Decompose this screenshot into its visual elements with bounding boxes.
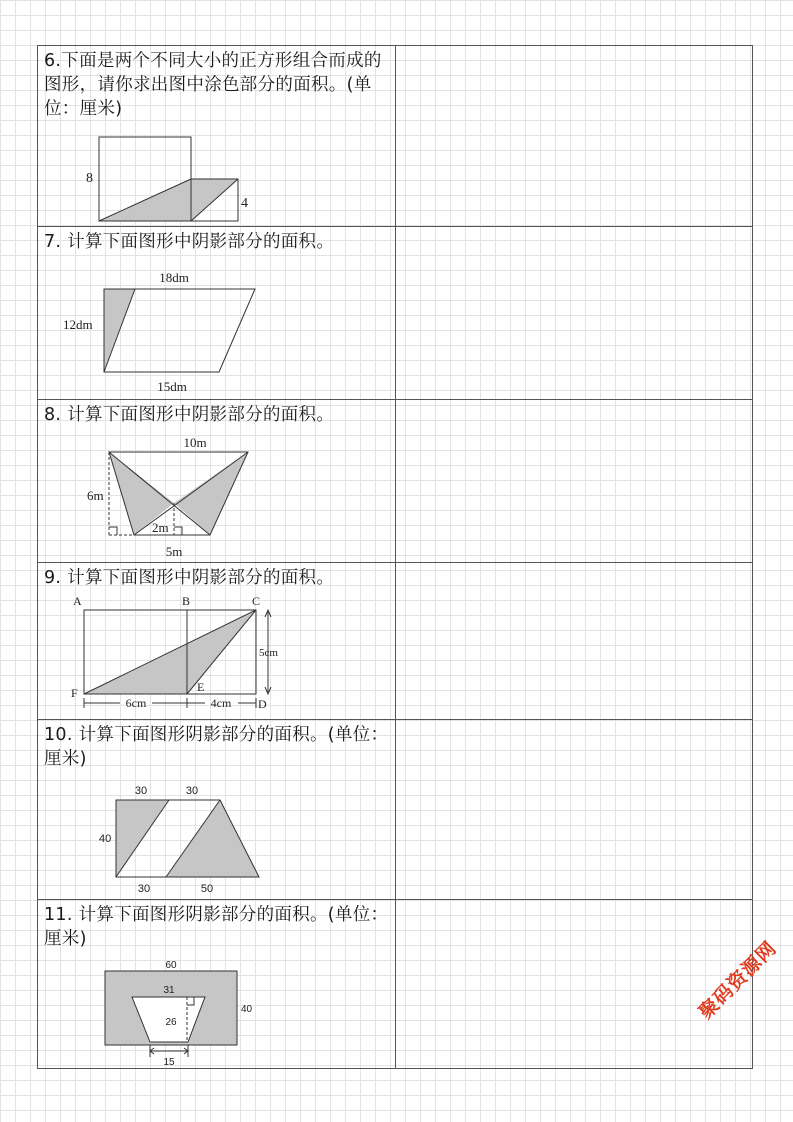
label-bottom: 15dm [157,379,187,394]
label-height: 6m [87,488,104,503]
point-F: F [71,686,78,700]
point-A: A [73,594,82,608]
label-side-a: 8 [86,171,93,186]
label-top: 18dm [159,270,189,285]
shaded-right [174,452,248,535]
label-height: 12dm [63,317,93,332]
column-divider [395,46,396,1068]
question-10-figure [94,780,274,898]
row-divider [38,562,752,563]
worksheet-table [37,45,753,1069]
label-bottom-right: 50 [200,883,214,895]
point-D: D [258,697,267,711]
question-11-text: 11. 计算下面图形阴影部分的面积。(单位：厘米) [44,905,389,949]
question-10-text: 10. 计算下面图形阴影部分的面积。(单位：厘米) [44,725,389,769]
label-bottom-left: 30 [137,883,151,895]
label-side-b: 4 [241,196,248,211]
question-9-text: 9. 计算下面图形中阴影部分的面积。 [44,568,335,588]
row-divider [38,899,752,900]
question-6-figure [82,134,252,226]
question-8-text: 8. 计算下面图形中阴影部分的面积。 [44,405,335,425]
label-top-right: 30 [185,785,199,797]
label-top: 31 [163,985,175,996]
label-top: 10m [183,435,207,450]
label-middle: 2m [152,520,169,535]
label-bottom: 15 [163,1057,175,1068]
watermark: 聚码资源网 [694,937,782,1024]
question-8-figure [82,434,262,560]
question-7-text: 7. 计算下面图形中阴影部分的面积。 [44,232,335,252]
point-C: C [252,594,261,608]
label-height: 40 [99,833,112,845]
label-width: 60 [165,960,177,971]
question-9-figure [62,594,302,720]
label-height-outer: 40 [241,1004,253,1015]
label-height-inner: 26 [165,1017,177,1028]
label-fe: 6cm [125,696,147,710]
shaded-region [99,179,238,221]
question-6-text: 6.下面是两个不同大小的正方形组合而成的图形，请你求出图中涂色部分的面积。(单位：厘米) [44,51,382,119]
row-divider [38,399,752,400]
label-ed: 4cm [210,696,232,710]
label-bottom: 5m [165,544,183,559]
question-7-figure [62,269,272,397]
point-E: E [197,680,205,694]
question-11-figure [92,957,272,1069]
label-cd: 5cm [259,647,278,659]
label-top-left: 30 [134,785,148,797]
row-divider [38,226,752,227]
point-B: B [182,594,191,608]
